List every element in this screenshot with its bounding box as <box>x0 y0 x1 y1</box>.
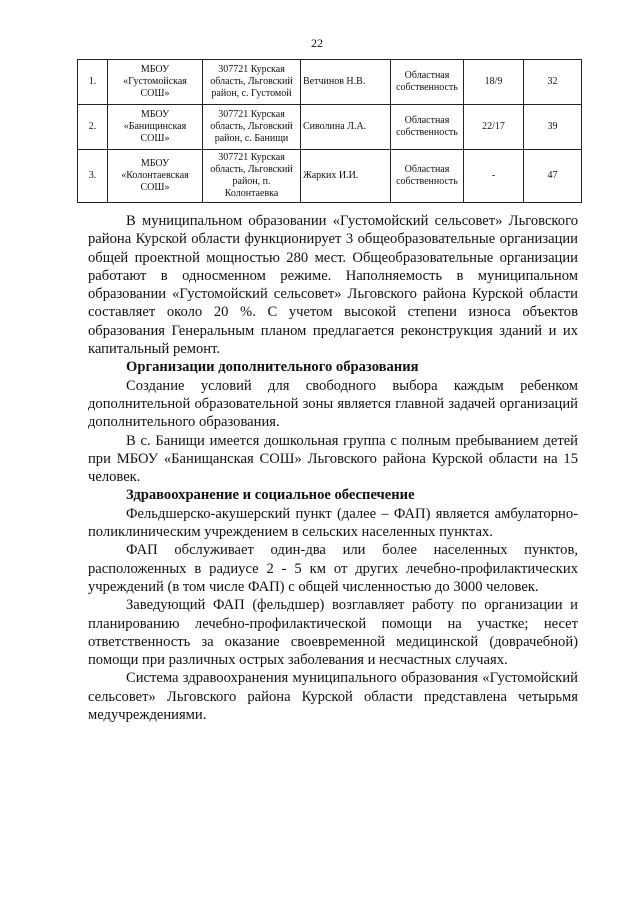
table-row <box>78 150 582 203</box>
ratio-cell: 22/17 <box>464 105 524 150</box>
school-name-cell-line: МБОУ <box>140 64 170 75</box>
ownership-cell-line: собственность <box>396 176 458 187</box>
row-number-cell: 1. <box>78 60 108 105</box>
address-cell <box>203 60 301 105</box>
address-cell-line: 307721 Курская <box>218 152 285 163</box>
ratio-cell: 18/9 <box>464 60 524 105</box>
address-cell-line: область, Льговский <box>210 76 293 87</box>
value-cell: 39 <box>524 105 582 150</box>
ratio-cell: - <box>464 150 524 203</box>
value-cell: 32 <box>524 60 582 105</box>
ownership-cell-line: собственность <box>396 82 458 93</box>
director-cell: Сиволина Л.А. <box>301 105 391 150</box>
address-cell-line: область, Льговский <box>210 121 293 132</box>
ownership-cell <box>391 105 464 150</box>
address-cell <box>203 105 301 150</box>
ownership-cell-line: Областная <box>404 164 450 175</box>
address-cell-line: 307721 Курская <box>218 109 285 120</box>
school-name-cell-line: «Густомойская <box>123 76 187 87</box>
schools-table <box>77 59 582 203</box>
director-cell: Ветчинов Н.В. <box>301 60 391 105</box>
school-name-cell-line: СОШ» <box>140 88 170 99</box>
school-name-cell-line: МБОУ <box>140 109 170 120</box>
school-name-cell <box>108 150 203 203</box>
paragraph-fap-coverage: ФАП обслуживает один-два или более населенных пунктов, расположенных в радиусе 2 - 5 км от других лечебно-профилактических учреждений (в том числе ФАП) с общей численностью до 3000 человек. <box>88 542 578 595</box>
address-cell-line: 307721 Курская <box>218 64 285 75</box>
address-cell-line: область, Льговский <box>210 164 293 175</box>
ownership-cell <box>391 60 464 105</box>
school-name-cell-line: «Банищинская <box>123 121 187 132</box>
paragraph-free-choice: Создание условий для свободного выбора каждым ребенком дополнительной образовательной зоны является главной задачей организаций дополнительного образования. <box>88 377 578 431</box>
row-number-cell: 3. <box>78 150 108 203</box>
heading-additional-education: Организации дополнительного образования <box>126 359 419 376</box>
paragraph-fap-definition: Фельдшерско-акушерский пункт (далее – ФАП) является амбулаторно-поликлиническим учреждением в сельских населенных пунктах. <box>88 505 578 541</box>
school-name-cell <box>108 105 203 150</box>
address-cell-line: район, с. Густомой <box>211 88 292 99</box>
paragraph-preschool-group: В с. Банищи имеется дошкольная группа с полным пребыванием детей при МБОУ «Банищанская СОШ» Льговского района Курской области на 15 человек. <box>88 432 578 486</box>
school-name-cell-line: «Колонтаевская <box>121 170 189 181</box>
value-cell: 47 <box>524 150 582 203</box>
table-row <box>78 105 582 150</box>
ownership-cell-line: Областная <box>404 115 450 126</box>
address-cell-line: район, с. Банищи <box>214 133 289 144</box>
row-number-cell: 2. <box>78 105 108 150</box>
address-cell <box>203 150 301 203</box>
page-number: 22 <box>311 36 323 50</box>
paragraph-fap-head: Заведующий ФАП (фельдшер) возглавляет работу по организации и планированию лечебно-профилактической помощи на участке; несет ответственность за оказание своевременной медицинской (доврачебной) помощи при различных острых заболевания и несчастных случаях. <box>88 597 578 669</box>
address-cell-line: район, п. Колонтаевка <box>224 176 279 199</box>
table-row <box>78 60 582 105</box>
body-text <box>88 212 578 724</box>
school-name-cell-line: СОШ» <box>140 182 170 193</box>
school-name-cell <box>108 60 203 105</box>
heading-healthcare: Здравоохранение и социальное обеспечение <box>126 487 415 504</box>
school-name-cell-line: СОШ» <box>140 133 170 144</box>
paragraph-schools: В муниципальном образовании «Густомойский сельсовет» Льговского района Курской области функционирует 3 общеобразовательные организации общей проектной мощностью 280 мест. Общеобразовательные организации работают в односменном режиме. Наполняемость в муниципальном образовании «Густомойский сельсовет» Льговского района Курской области составляет около 20 %. С учетом высокой степени износа объектов образования Генеральным планом предлагается реконструкция зданий и их капитальный ремонт. <box>88 213 578 358</box>
school-name-cell-line: МБОУ <box>140 158 170 169</box>
ownership-cell-line: Областная <box>404 70 450 81</box>
ownership-cell <box>391 150 464 203</box>
ownership-cell-line: собственность <box>396 127 458 138</box>
paragraph-healthcare-system: Система здравоохранения муниципального образования «Густомойский сельсовет» Льговского района Курской области представлена четырьмя медучреждениями. <box>88 670 578 724</box>
director-cell: Жарких И.И. <box>301 150 391 203</box>
